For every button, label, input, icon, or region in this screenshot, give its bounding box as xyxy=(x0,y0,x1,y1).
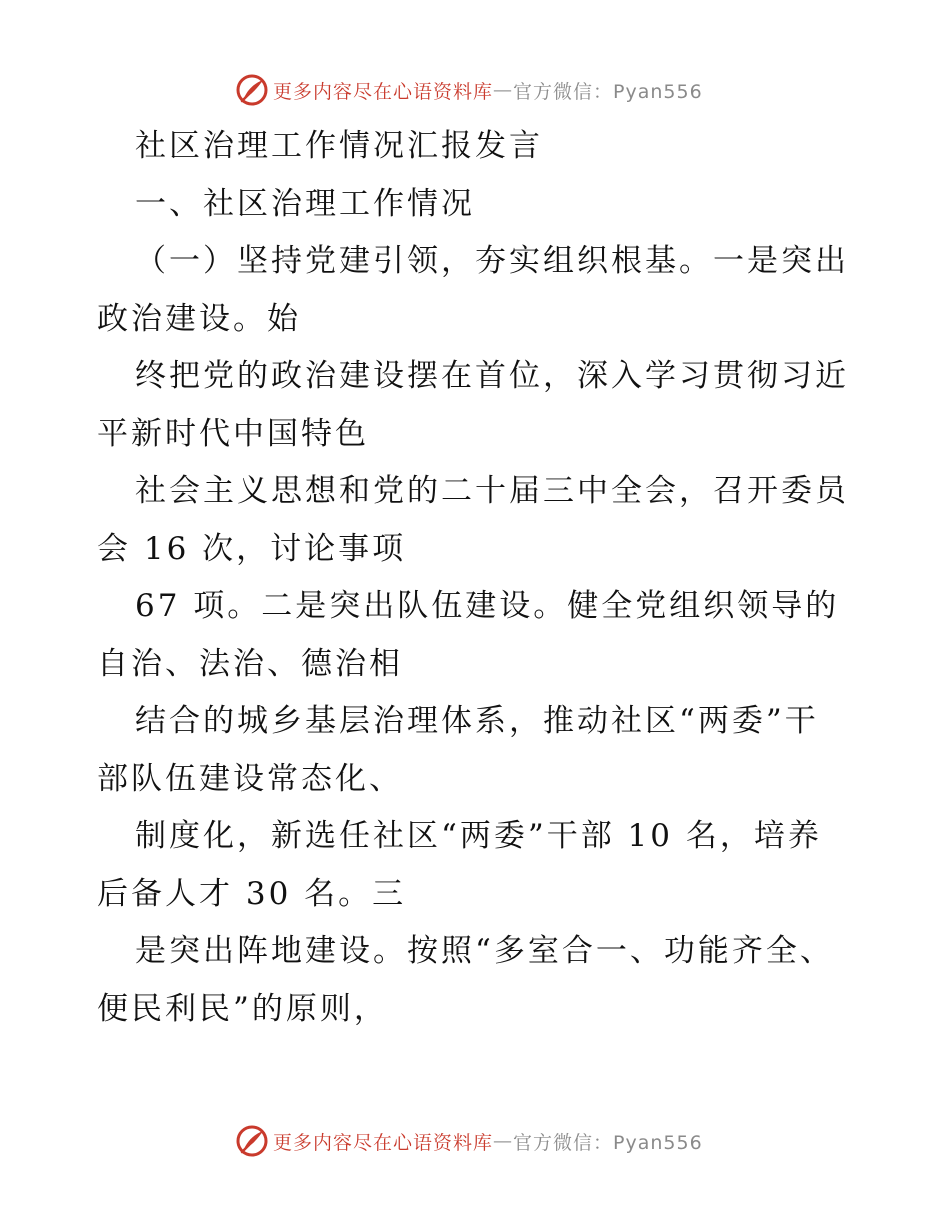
paragraph-line: 自治、法治、德治相 xyxy=(97,645,403,682)
watermark-contact: 官方微信：Pyan556 xyxy=(513,80,703,103)
watermark-dash: — xyxy=(493,1130,514,1152)
paragraph-line: 终把党的政治建设摆在首位，深入学习贯彻习近 xyxy=(135,358,849,394)
paragraph-line: 结合的城乡基层治理体系，推动社区“两委”干 xyxy=(135,703,819,739)
header-watermark xyxy=(235,72,703,108)
watermark-brand: 更多内容尽在心语资料库 xyxy=(273,1131,494,1154)
section-heading: 一、社区治理工作情况 xyxy=(135,185,475,222)
paragraph-line: 社会主义思想和党的二十届三中全会，召开委员 xyxy=(135,473,849,509)
watermark-dash: — xyxy=(493,79,514,101)
paragraph-line: 便民利民”的原则， xyxy=(97,990,388,1027)
paragraph-line: 是突出阵地建设。按照“多室合一、功能齐全、 xyxy=(135,933,834,969)
watermark-brand: 更多内容尽在心语资料库 xyxy=(273,80,494,103)
watermark-contact: 官方微信：Pyan556 xyxy=(513,1131,703,1154)
paragraph-line: 67 项。二是突出队伍建设。健全党组织领导的 xyxy=(135,588,840,624)
footer-watermark xyxy=(235,1123,703,1159)
paragraph-line: （一）坚持党建引领，夯实组织根基。一是突出 xyxy=(135,243,849,279)
quill-logo-icon xyxy=(235,73,269,107)
quill-logo-icon xyxy=(235,1124,269,1158)
paragraph-line: 制度化，新选任社区“两委”干部 10 名，培养 xyxy=(135,818,822,854)
document-body xyxy=(97,118,857,1038)
paragraph-line: 会 16 次，讨论事项 xyxy=(97,530,407,567)
paragraph-line: 政治建设。始 xyxy=(97,300,301,337)
paragraph-line: 后备人才 30 名。三 xyxy=(97,875,407,912)
paragraph-line: 平新时代中国特色 xyxy=(97,415,369,452)
document-title: 社区治理工作情况汇报发言 xyxy=(135,128,543,164)
paragraph-line: 部队伍建设常态化、 xyxy=(97,760,403,797)
